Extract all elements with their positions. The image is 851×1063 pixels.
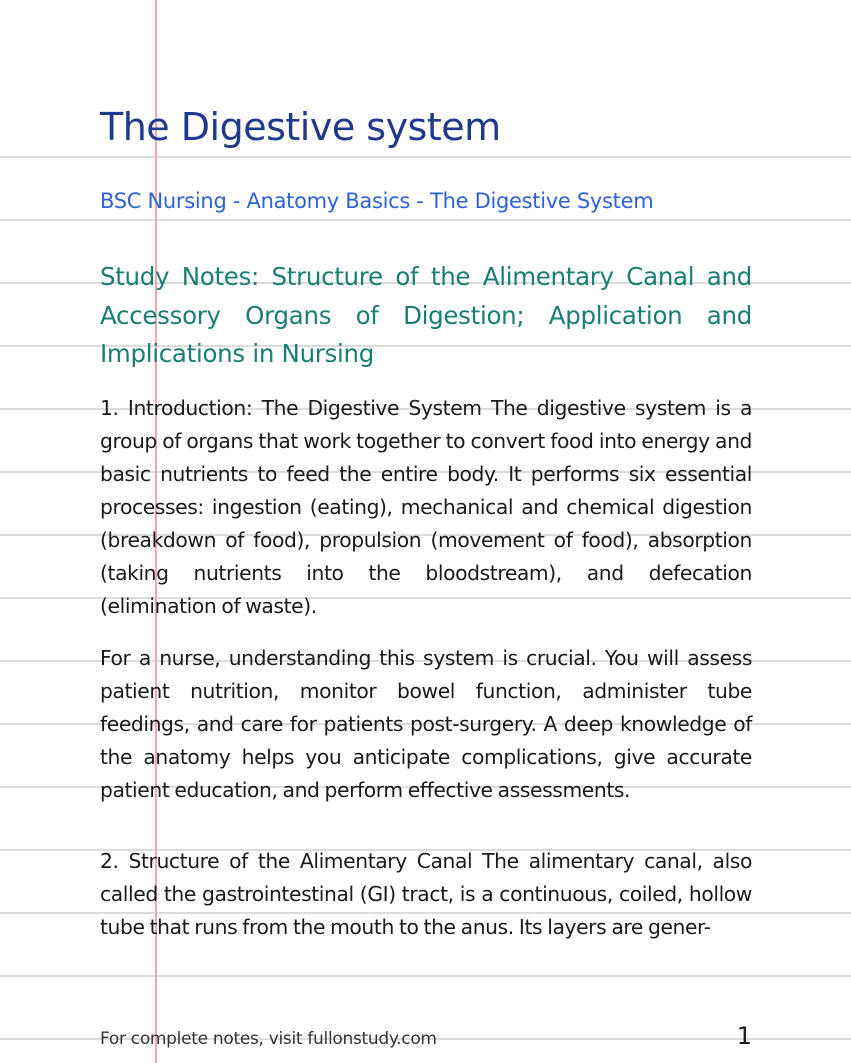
page-title: The Digestive system (100, 105, 501, 149)
ruled-line (0, 219, 851, 221)
breadcrumb: BSC Nursing - Anatomy Basics - The Digestive System (100, 189, 654, 213)
section-heading: Study Notes: Structure of the Alimentary Canal and Accessory Organs of Digestion; Application and Implications in Nursing (100, 262, 752, 368)
paragraph-alimentary-canal: 2. Structure of the Alimentary Canal The alimentary canal, also called the gastrointestinal (GI) tract, is a continuous, coiled, hollow tube that runs from the mouth to the anus. Its layers are gener- (100, 849, 752, 939)
ruled-line (0, 156, 851, 158)
footer-note: For complete notes, visit fullonstudy.com (100, 1029, 437, 1049)
paragraph-introduction: 1. Introduction: The Digestive System The digestive system is a group of organs that work together to convert food into energy and basic nutrients to feed the entire body. It performs six essential processes: ingestion (eating), mechanical and chemical digestion (breakdown of food), propulsion (movement of food), absorption (taking nutrients into the bloodstream), and defecation (elimination of waste). (100, 396, 752, 618)
page-number: 1 (736, 1022, 752, 1050)
paragraph-nursing-relevance: For a nurse, understanding this system is crucial. You will assess patient nutrition, monitor bowel function, administer tube feedings, and care for patients post-surgery. A deep knowledge of the anatomy helps you anticipate complications, give accurate patient education, and perform effective assessments. (100, 646, 752, 802)
ruled-line (0, 975, 851, 977)
